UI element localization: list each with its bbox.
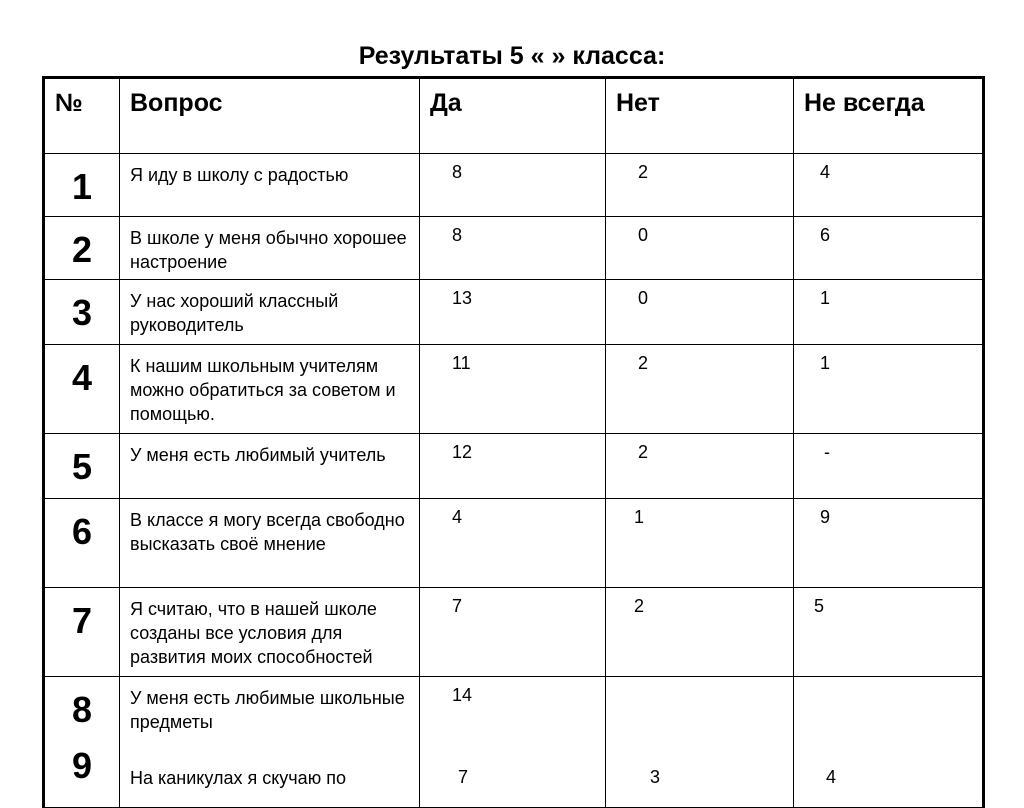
- question-text: Я иду в школу с радостью: [120, 154, 420, 217]
- yes-count: 11: [420, 345, 606, 434]
- row-number: 2: [44, 217, 120, 280]
- row-number: 3: [44, 280, 120, 345]
- row-number: 7: [44, 588, 120, 677]
- table-row: [44, 154, 984, 217]
- table-row: [44, 217, 984, 280]
- yes-count: 13: [420, 280, 606, 345]
- question-text: [120, 677, 420, 808]
- question-text: Я считаю, что в нашей школе созданы все условия для развития моих способностей: [120, 588, 420, 677]
- row-number: 5: [44, 434, 120, 499]
- results-table: [42, 76, 985, 808]
- yes-count-9: 7: [458, 767, 469, 787]
- no-count: 2: [606, 345, 794, 434]
- question-text: В школе у меня обычно хорошее настроение: [120, 217, 420, 280]
- no-count: 1: [606, 499, 794, 588]
- header-sometimes: Не всегда: [794, 78, 984, 154]
- yes-count: 8: [420, 217, 606, 280]
- sometimes-count: -: [794, 434, 984, 499]
- sometimes-count: 6: [794, 217, 984, 280]
- yes-count: 8: [420, 154, 606, 217]
- table-row: [44, 677, 984, 808]
- yes-count: 12: [420, 434, 606, 499]
- yes-count: [420, 677, 606, 808]
- no-count: 0: [606, 217, 794, 280]
- no-count: 2: [606, 588, 794, 677]
- page-title: Результаты 5 « » класса:: [358, 42, 666, 70]
- question-text: К нашим школьным учителям можно обратиться за советом и помощью.: [120, 345, 420, 434]
- header-yes: Да: [420, 78, 606, 154]
- sometimes-count: 5: [794, 588, 984, 677]
- table-row: [44, 280, 984, 345]
- question-text: У нас хороший классный руководитель: [120, 280, 420, 345]
- header-question: Вопрос: [120, 78, 420, 154]
- table-header-row: [44, 78, 984, 154]
- sometimes-count: 4: [794, 154, 984, 217]
- no-count: 2: [606, 434, 794, 499]
- yes-count: 7: [420, 588, 606, 677]
- sometimes-count: 1: [794, 280, 984, 345]
- yes-count-8: 14: [452, 685, 473, 705]
- question-text: В классе я могу всегда свободно высказать своё мнение: [120, 499, 420, 588]
- no-count: 2: [606, 154, 794, 217]
- question-text: У меня есть любимый учитель: [120, 434, 420, 499]
- row-number: 6: [44, 499, 120, 588]
- question-9: На каникулах я скучаю по: [130, 768, 346, 788]
- row-number: 1: [44, 154, 120, 217]
- header-no: Нет: [606, 78, 794, 154]
- question-8: У меня есть любимые школьные предметы: [130, 688, 405, 732]
- yes-count: 4: [420, 499, 606, 588]
- table-row: [44, 434, 984, 499]
- table-row: [44, 499, 984, 588]
- header-num: №: [44, 78, 120, 154]
- no-count-8: [606, 677, 793, 707]
- sometimes-count: [794, 677, 984, 808]
- sometimes-count: 9: [794, 499, 984, 588]
- table-row: [44, 588, 984, 677]
- sometimes-count-8: [794, 677, 982, 707]
- no-count: 0: [606, 280, 794, 345]
- row-number: 4: [44, 345, 120, 434]
- no-count-9: 3: [650, 767, 661, 787]
- row-number: [44, 677, 120, 808]
- sometimes-count-9: 4: [826, 767, 837, 787]
- sometimes-count: 1: [794, 345, 984, 434]
- no-count: [606, 677, 794, 808]
- row-number-9: 9: [71, 745, 93, 786]
- table-row: [44, 345, 984, 434]
- row-number-8: 8: [71, 689, 93, 730]
